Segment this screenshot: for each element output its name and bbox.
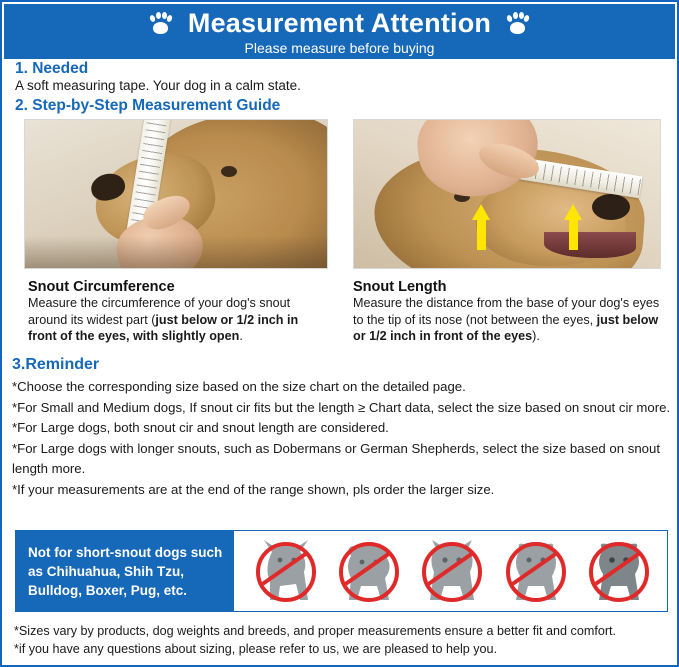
no-entry-icon xyxy=(339,542,399,602)
excluded-breed-bulldog xyxy=(413,534,491,608)
reminder-line: *If your measurements are at the end of the range shown, pls order the larger size. xyxy=(12,481,495,497)
footer-line-2: *if you have any questions about sizing, please refer to us, we are pleased to help you. xyxy=(14,642,498,656)
warning-box xyxy=(15,530,668,612)
caption-body xyxy=(28,295,328,345)
excluded-breed-pug xyxy=(580,534,658,608)
header-title-row xyxy=(148,7,531,39)
section3-title: 3.Reminder xyxy=(12,356,100,373)
section1-title: 1. Needed xyxy=(15,60,89,77)
reminder-line: *Choose the corresponding size based on the size chart on the detailed page. xyxy=(12,379,466,394)
section1-text: A soft measuring tape. Your dog in a calm state. xyxy=(15,78,301,93)
up-arrow-icon xyxy=(564,204,582,250)
paw-icon xyxy=(148,11,174,35)
no-entry-icon xyxy=(422,542,482,602)
paw-icon xyxy=(505,11,531,35)
snout-circumference-photo xyxy=(24,119,328,269)
excluded-breeds-row xyxy=(238,531,667,611)
caption-text-bold: just below or 1/2 inch in front of the eyes xyxy=(353,312,659,343)
snout-length-photo xyxy=(353,119,661,269)
caption-text-end: ). xyxy=(532,329,540,343)
reminder-line: *For Large dogs, both snout cir and snout length are considered. xyxy=(12,420,389,435)
header-banner xyxy=(4,4,675,59)
page-title: Measurement Attention xyxy=(187,8,492,38)
reminder-list xyxy=(12,377,672,500)
caption-text-bold: just below or 1/2 inch in front of the eyes, with slightly open xyxy=(28,312,299,343)
up-arrow-icon xyxy=(472,204,490,250)
caption-title: Snout Circumference xyxy=(28,279,175,295)
footer-notes xyxy=(14,622,674,658)
caption-title: Snout Length xyxy=(353,279,447,295)
excluded-breed-boxer xyxy=(497,534,575,608)
excluded-breed-shih-tzu xyxy=(330,534,408,608)
header-subtitle: Please measure before buying xyxy=(244,40,435,56)
no-entry-icon xyxy=(589,542,649,602)
caption-body xyxy=(353,295,663,345)
footer-line-1: *Sizes vary by products, dog weights and breeds, and proper measurements ensure a better fit and comfort. xyxy=(14,624,617,638)
caption-text-end: . xyxy=(239,329,243,343)
caption-snout-circumference xyxy=(28,279,328,345)
reminder-line: *For Large dogs with longer snouts, such as Dobermans or German Shepherds, select the size based on snout length more. xyxy=(12,440,661,476)
no-entry-icon xyxy=(256,542,316,602)
caption-snout-length xyxy=(353,279,663,345)
caption-text-start: Measure the circumference of your dog's snout around its widest part ( xyxy=(28,296,291,327)
reminder-line: *For Small and Medium dogs, If snout cir fits but the length ≥ Chart data, select the size based on snout cir more. xyxy=(12,399,671,415)
excluded-breed-chihuahua xyxy=(247,534,325,608)
caption-text-start: Measure the distance from the base of your dog's eyes to the tip of its nose (not between the eyes, xyxy=(353,296,660,327)
no-entry-icon xyxy=(506,542,566,602)
warning-text: Not for short-snout dogs such as Chihuahua, Shih Tzu, Bulldog, Boxer, Pug, etc. xyxy=(16,531,234,611)
section2-title: 2. Step-by-Step Measurement Guide xyxy=(15,97,281,114)
